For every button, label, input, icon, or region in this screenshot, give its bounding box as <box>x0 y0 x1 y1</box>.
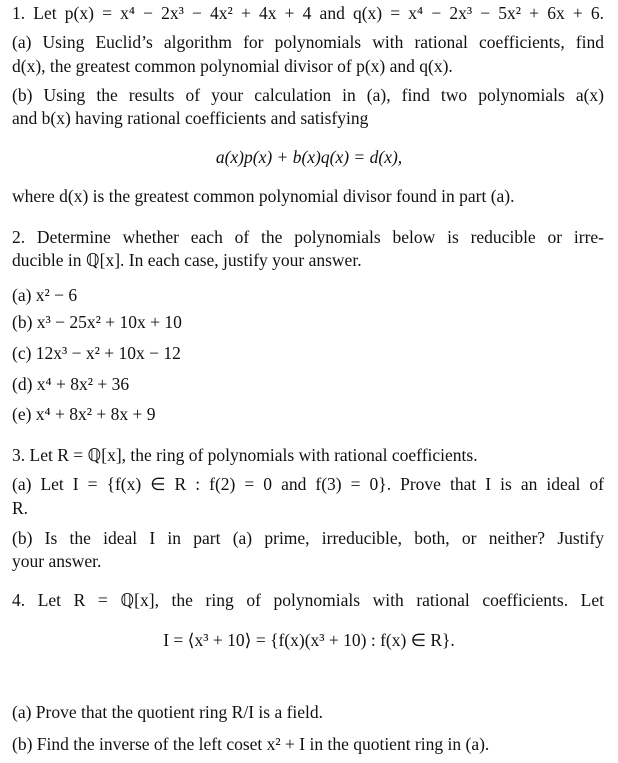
problem-1b-equation: a(x)p(x) + b(x)q(x) = d(x), <box>215 147 403 167</box>
problem-1b-text: (b) Using the results of your calculation in (a), find two polynomials a(x) <box>12 85 604 105</box>
problem-2-item: (d) x⁴ + 8x² + 36 <box>12 374 130 394</box>
problem-2-item: (c) 12x³ − x² + 10x − 12 <box>12 343 181 363</box>
problem-1a-text-cont: d(x), the greatest common polynomial divisor of p(x) and q(x). <box>12 56 453 76</box>
problem-1a-text: (a) Using Euclid’s algorithm for polynomials with rational coefficients, find <box>12 32 604 52</box>
problem-4-equation: I = ⟨x³ + 10⟩ = {f(x)(x³ + 10) : f(x) ∈ R}. <box>163 630 455 650</box>
problem-4a-text: (a) Prove that the quotient ring R/I is a field. <box>12 702 324 722</box>
problem-3a-text-cont: R. <box>12 498 29 518</box>
problem-4-statement: 4. Let R = ℚ[x], the ring of polynomials with rational coefficients. Let <box>12 590 604 610</box>
problem-4b-text: (b) Find the inverse of the left coset x² + I in the quotient ring in (a). <box>12 734 490 754</box>
problem-1b-text-cont: and b(x) having rational coefficients and satisfying <box>12 108 369 128</box>
problem-1-statement: 1. Let p(x) = x⁴ − 2x³ − 4x² + 4x + 4 and q(x) = x⁴ − 2x³ − 5x² + 6x + 6. <box>12 3 604 23</box>
problem-2-item: (b) x³ − 25x² + 10x + 10 <box>12 312 182 332</box>
problem-2-statement: 2. Determine whether each of the polynomials below is reducible or irre- <box>12 227 604 247</box>
problem-3a-text: (a) Let I = {f(x) ∈ R : f(2) = 0 and f(3) = 0}. Prove that I is an ideal of <box>12 474 604 494</box>
problem-2-item: (a) x² − 6 <box>12 285 78 305</box>
problem-3b-text: (b) Is the ideal I in part (a) prime, irreducible, both, or neither? Justify <box>12 528 604 548</box>
problem-3-statement: 3. Let R = ℚ[x], the ring of polynomials with rational coefficients. <box>12 445 478 465</box>
problem-2-item: (e) x⁴ + 8x² + 8x + 9 <box>12 404 156 424</box>
problem-2-statement-cont: ducible in ℚ[x]. In each case, justify your answer. <box>12 250 362 270</box>
problem-3b-text-cont: your answer. <box>12 551 102 571</box>
problem-1b-text-end: where d(x) is the greatest common polynomial divisor found in part (a). <box>12 186 515 206</box>
